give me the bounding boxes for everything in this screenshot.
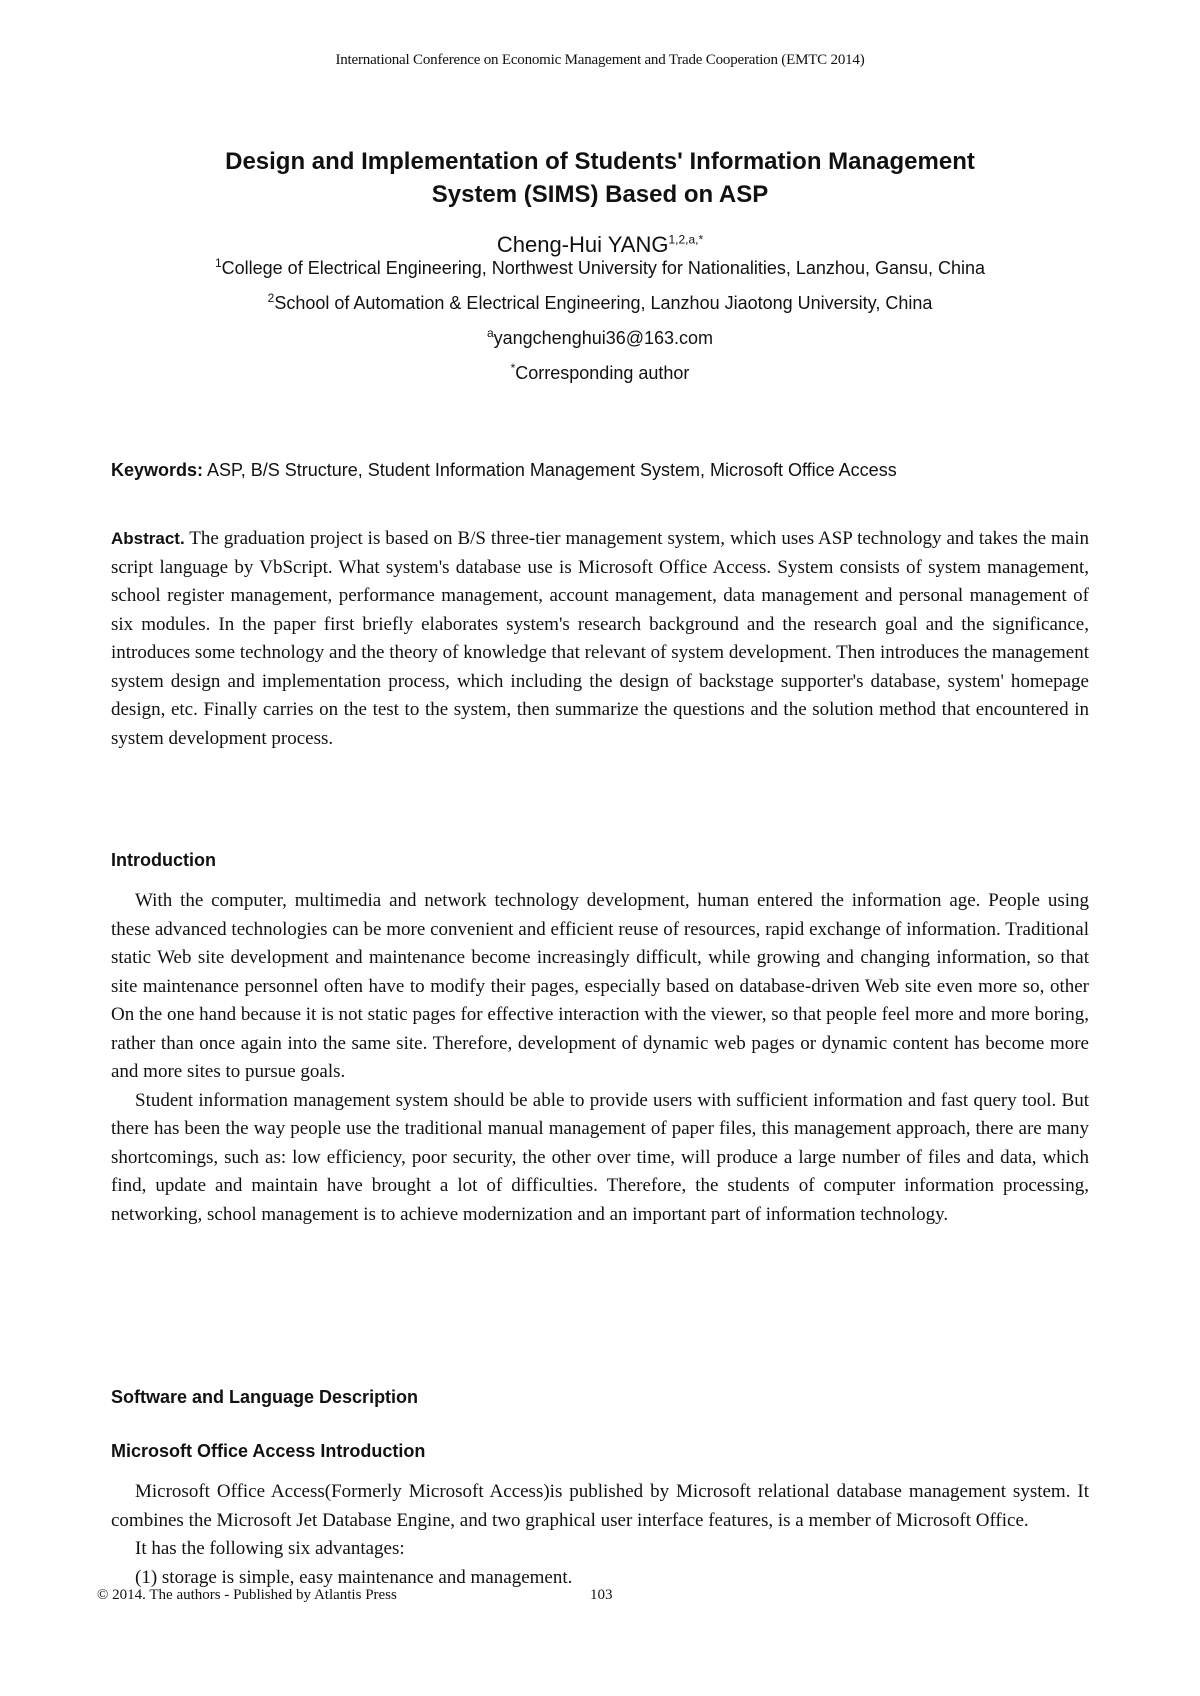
paper-title bbox=[100, 145, 1100, 211]
author-name: Cheng-Hui YANG bbox=[496, 232, 669, 257]
introduction-body bbox=[111, 887, 1089, 1229]
introduction-paragraph-2: Student information management system should be able to provide users with sufficient information and fast query tool. But there has been the way people use the traditional manual management of paper files, this management approach, there are many shortcomings, such as: low efficiency, poor security, the other over time, will produce a large number of files and data, which find, update and maintain have brought a lot of difficulties. Therefore, the students of computer information processing, networking, school management is to achieve modernization and an important part of information technology. bbox=[111, 1089, 1089, 1225]
software-heading: Software and Language Description bbox=[111, 1387, 419, 1407]
author-superscript: 1,2,a,* bbox=[668, 232, 704, 247]
abstract-label: Abstract. bbox=[111, 529, 185, 548]
title-line-1: Design and Implementation of Students' Information Management bbox=[225, 148, 975, 175]
email-text[interactable]: yangchenghui36@163.com bbox=[493, 328, 714, 348]
abstract-text: The graduation project is based on B/S three-tier management system, which uses ASP technology and takes the main script language by VbScript. What system's database use is Microsoft Office Access. System consists of system management, school register management, performance management, account management, data management and personal management of six modules. In the paper first briefly elaborates system's research background and the research goal and the significance, introduces some technology and the theory of knowledge that relevant of system development. Then introduces the management system design and implementation process, which including the design of backstage supporter's database, system' homepage design, etc. Finally carries on the test to the system, then summarize the questions and the solution method that encountered in system development process. bbox=[111, 528, 1089, 749]
advantages-intro: It has the following six advantages: bbox=[135, 1538, 405, 1559]
corresponding-sup: * bbox=[510, 361, 516, 375]
keywords bbox=[111, 460, 1101, 481]
corresponding-text: Corresponding author bbox=[515, 363, 690, 383]
affiliation-2 bbox=[0, 293, 1200, 314]
affiliation-1-text: College of Electrical Engineering, Northwest University for Nationalities, Lanzhou, Gansu, China bbox=[221, 258, 986, 278]
abstract bbox=[111, 525, 1089, 753]
keywords-text: ASP, B/S Structure, Student Information Management System, Microsoft Office Access bbox=[207, 460, 897, 480]
corresponding-author bbox=[0, 363, 1200, 384]
author-email bbox=[0, 328, 1200, 349]
access-paragraph: Microsoft Office Access(Formerly Microsoft Access)is published by Microsoft relational database management system. It combines the Microsoft Jet Database Engine, and two graphical user interface features, is a member of Microsoft Office. bbox=[111, 1481, 1089, 1531]
access-subheading: Microsoft Office Access Introduction bbox=[111, 1441, 426, 1461]
advantage-item-1: (1) storage is simple, easy maintenance and management. bbox=[135, 1566, 573, 1588]
introduction-heading: Introduction bbox=[111, 850, 216, 870]
title-line-2: System (SIMS) Based on ASP bbox=[431, 181, 769, 208]
keywords-label: Keywords: bbox=[111, 460, 204, 480]
affiliation-2-text: School of Automation & Electrical Engineering, Lanzhou Jiaotong University, China bbox=[274, 293, 933, 313]
footer-page-number: 103 bbox=[590, 1587, 613, 1603]
author-line bbox=[0, 232, 1200, 258]
conference-header: International Conference on Economic Management and Trade Cooperation (EMTC 2014) bbox=[335, 52, 865, 68]
introduction-paragraph-1: With the computer, multimedia and network technology development, human entered the information age. People using these advanced technologies can be more convenient and efficient reuse of resources, rapid exchange of information. Traditional static Web site development and maintenance become increasingly difficult, while growing and changing information, so that site maintenance personnel often have to modify their pages, especially based on database-driven Web site even more so, other On the one hand because it is not static pages for effective interaction with the viewer, so that people feel more and more boring, rather than once again into the same site. Therefore, development of dynamic web pages or dynamic content has become more and more sites to pursue goals. bbox=[111, 890, 1089, 1082]
email-sup: a bbox=[486, 326, 494, 340]
footer-copyright: © 2014. The authors - Published by Atlantis Press bbox=[97, 1587, 397, 1603]
affiliation-1-sup: 1 bbox=[214, 256, 222, 270]
affiliation-1 bbox=[0, 258, 1200, 279]
access-body bbox=[111, 1478, 1089, 1592]
affiliation-2-sup: 2 bbox=[267, 291, 275, 305]
